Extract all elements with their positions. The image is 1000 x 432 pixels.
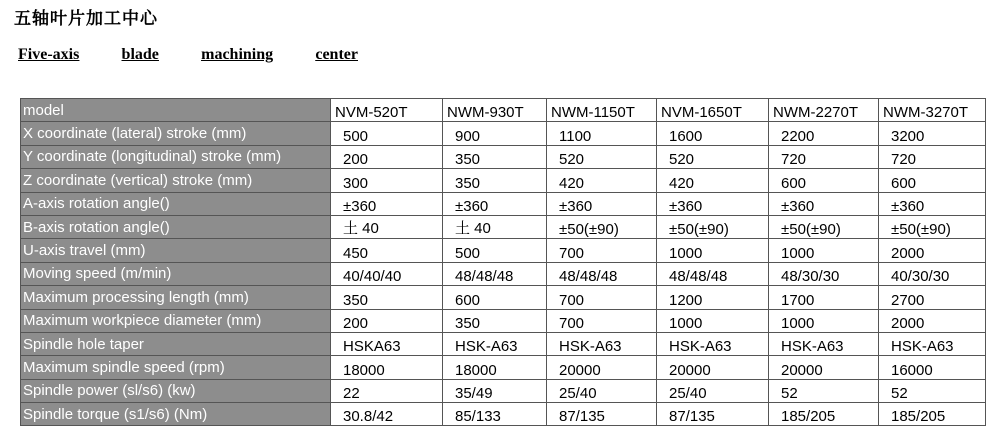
value-cell: 1100 [547, 122, 657, 145]
row-label-cell: Spindle hole taper [21, 332, 331, 355]
spec-table [20, 98, 986, 426]
model-name-cell: NWM-930T [443, 99, 547, 122]
table-row [21, 169, 986, 192]
value-cell: ±50(±90) [547, 215, 657, 238]
value-cell: ±50(±90) [769, 215, 879, 238]
value-cell: 25/40 [657, 379, 769, 402]
value-cell: 25/40 [547, 379, 657, 402]
value-cell: HSK-A63 [547, 332, 657, 355]
row-label-cell: Spindle power (sl/s6) (kw) [21, 379, 331, 402]
value-cell: 2700 [879, 286, 986, 309]
value-cell: 1000 [657, 309, 769, 332]
value-cell: 30.8/42 [331, 403, 443, 426]
table-row [21, 215, 986, 238]
model-name-cell: NWM-3270T [879, 99, 986, 122]
value-cell: 52 [769, 379, 879, 402]
value-cell: 200 [331, 145, 443, 168]
value-cell: 600 [443, 286, 547, 309]
row-label-cell: Maximum processing length (mm) [21, 286, 331, 309]
value-cell: 土 40 [443, 215, 547, 238]
table-row [21, 309, 986, 332]
value-cell: 3200 [879, 122, 986, 145]
value-cell: HSKA63 [331, 332, 443, 355]
value-cell: 1000 [769, 309, 879, 332]
value-cell: HSK-A63 [769, 332, 879, 355]
value-cell: 700 [547, 239, 657, 262]
value-cell: 500 [443, 239, 547, 262]
value-cell: 18000 [331, 356, 443, 379]
table-row [21, 262, 986, 285]
model-name-cell: NVM-1650T [657, 99, 769, 122]
row-label-cell: Y coordinate (longitudinal) stroke (mm) [21, 145, 331, 168]
value-cell: 350 [443, 145, 547, 168]
value-cell: 1000 [769, 239, 879, 262]
value-cell: 185/205 [769, 403, 879, 426]
value-cell: 48/48/48 [657, 262, 769, 285]
value-cell: 22 [331, 379, 443, 402]
value-cell: 300 [331, 169, 443, 192]
value-cell: 40/40/40 [331, 262, 443, 285]
title-word: machining [201, 46, 274, 63]
value-cell: 1000 [657, 239, 769, 262]
value-cell: 18000 [443, 356, 547, 379]
value-cell: 48/48/48 [547, 262, 657, 285]
row-label-cell: A-axis rotation angle() [21, 192, 331, 215]
row-label-cell: Z coordinate (vertical) stroke (mm) [21, 169, 331, 192]
value-cell: 600 [879, 169, 986, 192]
value-cell: 350 [443, 169, 547, 192]
value-cell: 20000 [547, 356, 657, 379]
value-cell: ±360 [547, 192, 657, 215]
value-cell: 85/133 [443, 403, 547, 426]
title-word: center [315, 46, 358, 63]
value-cell: 720 [769, 145, 879, 168]
row-label-cell: Spindle torque (s1/s6) (Nm) [21, 403, 331, 426]
value-cell: 520 [657, 145, 769, 168]
value-cell: 700 [547, 309, 657, 332]
value-cell: 87/135 [657, 403, 769, 426]
title-word: blade [121, 46, 159, 63]
value-cell: 350 [443, 309, 547, 332]
value-cell: 200 [331, 309, 443, 332]
table-row [21, 239, 986, 262]
value-cell: 420 [547, 169, 657, 192]
header-label-cell: model [21, 99, 331, 122]
value-cell: ±360 [769, 192, 879, 215]
value-cell: ±360 [879, 192, 986, 215]
value-cell: 48/30/30 [769, 262, 879, 285]
value-cell: 520 [547, 145, 657, 168]
value-cell: 420 [657, 169, 769, 192]
value-cell: 700 [547, 286, 657, 309]
value-cell: HSK-A63 [443, 332, 547, 355]
model-name-cell: NWM-2270T [769, 99, 879, 122]
value-cell: 16000 [879, 356, 986, 379]
value-cell: 500 [331, 122, 443, 145]
table-row [21, 145, 986, 168]
row-label-cell: B-axis rotation angle() [21, 215, 331, 238]
table-header-row [21, 99, 986, 122]
value-cell: 40/30/30 [879, 262, 986, 285]
row-label-cell: U-axis travel (mm) [21, 239, 331, 262]
table-row [21, 286, 986, 309]
row-label-cell: Maximum spindle speed (rpm) [21, 356, 331, 379]
value-cell: 600 [769, 169, 879, 192]
title-word: Five-axis [18, 46, 80, 63]
table-row [21, 356, 986, 379]
row-label-cell: Moving speed (m/min) [21, 262, 331, 285]
value-cell: 2200 [769, 122, 879, 145]
value-cell: 土 40 [331, 215, 443, 238]
value-cell: 2000 [879, 309, 986, 332]
value-cell: 1200 [657, 286, 769, 309]
model-name-cell: NWM-1150T [547, 99, 657, 122]
value-cell: 450 [331, 239, 443, 262]
value-cell: 1700 [769, 286, 879, 309]
row-label-cell: X coordinate (lateral) stroke (mm) [21, 122, 331, 145]
value-cell: 35/49 [443, 379, 547, 402]
value-cell: 1600 [657, 122, 769, 145]
value-cell: ±360 [443, 192, 547, 215]
value-cell: ±50(±90) [879, 215, 986, 238]
table-row [21, 379, 986, 402]
model-name-cell: NVM-520T [331, 99, 443, 122]
value-cell: 52 [879, 379, 986, 402]
page-title-english [18, 46, 358, 64]
value-cell: ±360 [657, 192, 769, 215]
value-cell: 350 [331, 286, 443, 309]
value-cell: 900 [443, 122, 547, 145]
value-cell: HSK-A63 [879, 332, 986, 355]
value-cell: HSK-A63 [657, 332, 769, 355]
table-row [21, 122, 986, 145]
value-cell: 48/48/48 [443, 262, 547, 285]
value-cell: 720 [879, 145, 986, 168]
table-row [21, 192, 986, 215]
value-cell: ±50(±90) [657, 215, 769, 238]
value-cell: ±360 [331, 192, 443, 215]
value-cell: 185/205 [879, 403, 986, 426]
table-row [21, 403, 986, 426]
value-cell: 2000 [879, 239, 986, 262]
page-title-chinese: 五轴叶片加工中心 [14, 9, 158, 29]
value-cell: 20000 [657, 356, 769, 379]
value-cell: 87/135 [547, 403, 657, 426]
row-label-cell: Maximum workpiece diameter (mm) [21, 309, 331, 332]
table-row [21, 332, 986, 355]
value-cell: 20000 [769, 356, 879, 379]
